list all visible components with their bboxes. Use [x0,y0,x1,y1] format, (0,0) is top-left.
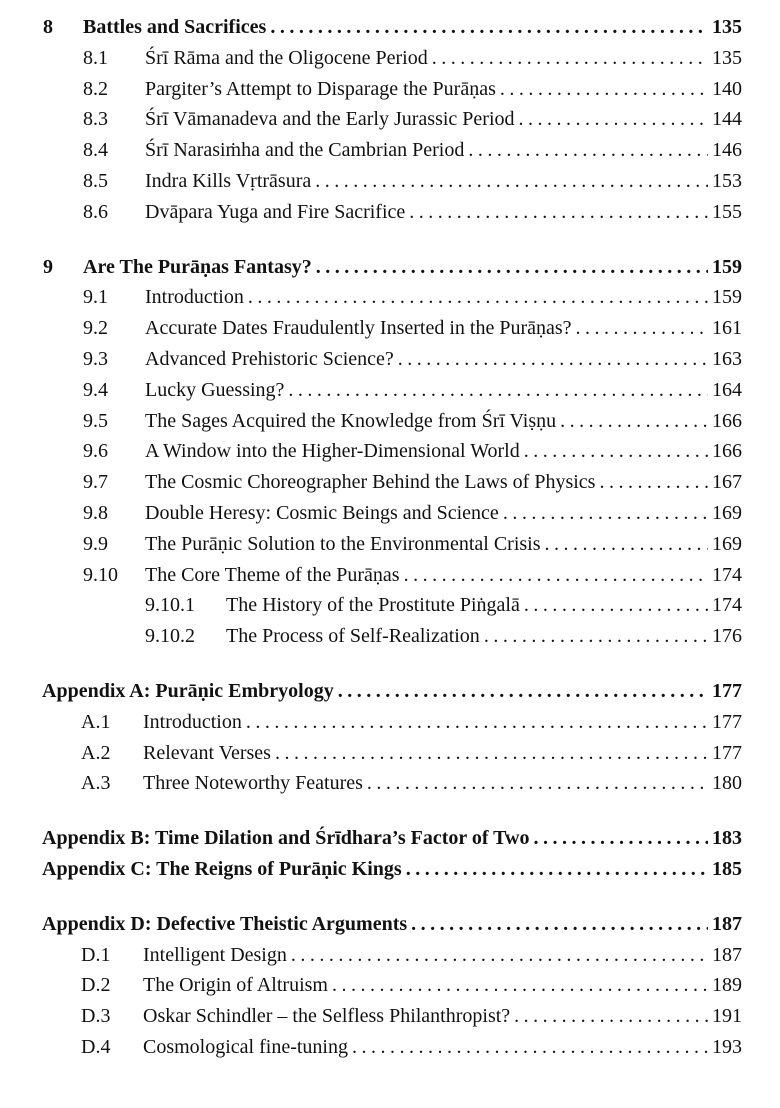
entry-title: Appendix B: Time Dilation and Śrīdhara’s Factor of Two [42,827,530,850]
entry-title: Advanced Prehistoric Science? [145,347,394,370]
dot-leader [560,406,708,437]
toc-entry[interactable] [0,104,780,135]
toc-entry[interactable] [0,406,780,437]
entry-number: A.3 [81,772,111,795]
entry-page-number: 166 [712,409,742,432]
entry-page-number: 169 [712,532,742,555]
dot-leader [316,252,708,283]
dot-leader [288,375,708,406]
entry-page-number: 144 [712,108,742,131]
entry-title: A Window into the Higher-Dimensional World [145,440,520,463]
entry-number: 9.3 [83,347,108,370]
entry-page-number: 185 [712,857,742,880]
toc-entry[interactable] [0,970,780,1001]
entry-title: Introduction [145,286,244,309]
dot-leader [409,197,708,228]
dot-leader [576,313,708,344]
entry-title: Introduction [143,710,242,733]
entry-title: Appendix A: Purāṇic Embryology [42,679,334,702]
dot-leader [503,498,708,529]
entry-title: Śrī Rāma and the Oligocene Period [145,46,428,69]
entry-number: 9.2 [83,317,108,340]
toc-section-group [0,12,780,228]
entry-title: The Core Theme of the Purāṇas [145,563,400,586]
dot-leader [291,940,708,971]
entry-title: The History of the Prostitute Piṅgalā [226,594,520,617]
entry-title: Lucky Guessing? [145,378,285,401]
toc-entry[interactable] [0,135,780,166]
entry-number: 8 [43,16,53,38]
toc-entry[interactable] [0,768,780,799]
dot-leader [270,12,708,43]
toc-entry[interactable] [0,560,780,591]
dot-leader [545,529,708,560]
entry-title: Intelligent Design [143,943,287,966]
entry-number: 9.6 [83,440,108,463]
entry-title: Relevant Verses [143,741,271,764]
dot-leader [246,707,708,738]
toc-entry[interactable] [0,43,780,74]
entry-number: 9.7 [83,471,108,494]
entry-title: Śrī Vāmanadeva and the Early Jurassic Period [145,108,515,131]
entry-number: D.3 [81,1005,111,1028]
entry-page-number: 193 [712,1035,742,1058]
dot-leader [514,1001,708,1032]
entry-number: 8.4 [83,139,108,162]
toc-entry[interactable] [0,529,780,560]
entry-page-number: 159 [712,255,742,278]
toc-entry[interactable] [0,738,780,769]
entry-title: Battles and Sacrifices [83,16,267,38]
entry-title: Indra Kills Vṛtrāsura [145,169,312,192]
entry-page-number: 146 [712,139,742,162]
entry-page-number: 155 [712,200,742,223]
toc-entry[interactable] [0,676,780,707]
toc-entry[interactable] [0,436,780,467]
dot-leader [398,344,708,375]
toc-entry[interactable] [0,252,780,283]
entry-page-number: 174 [712,594,742,617]
entry-page-number: 140 [712,77,742,100]
entry-title: Dvāpara Yuga and Fire Sacrifice [145,200,406,223]
entry-page-number: 135 [712,46,742,69]
entry-title: Three Noteworthy Features [143,772,363,795]
entry-number: 9.10.2 [145,625,195,648]
entry-page-number: 169 [712,501,742,524]
entry-number: 9.10 [83,563,118,586]
toc-entry[interactable] [0,823,780,854]
entry-title: The Process of Self-Realization [226,625,480,648]
entry-number: D.4 [81,1035,111,1058]
toc-entry[interactable] [0,74,780,105]
entry-page-number: 135 [712,16,742,38]
entry-page-number: 183 [712,827,742,850]
toc-entry[interactable] [0,940,780,971]
toc-entry[interactable] [0,621,780,652]
entry-page-number: 161 [712,317,742,340]
entry-number: D.2 [81,974,111,997]
dot-leader [332,970,708,1001]
dot-leader [519,104,708,135]
dot-leader [524,436,708,467]
entry-number: 8.1 [83,46,108,69]
toc-entry[interactable] [0,909,780,940]
toc-entry[interactable] [0,707,780,738]
toc-entry[interactable] [0,375,780,406]
toc-entry[interactable] [0,467,780,498]
dot-leader [367,768,708,799]
entry-title: Double Heresy: Cosmic Beings and Science [145,501,499,524]
entry-title: Pargiter’s Attempt to Disparage the Purāṇas [145,77,496,100]
entry-page-number: 164 [712,378,742,401]
toc-section-group [0,823,780,885]
table-of-contents [0,12,780,1087]
entry-number: 8.5 [83,169,108,192]
entry-title: Accurate Dates Fraudulently Inserted in the Purāṇas? [145,317,572,340]
toc-section-group [0,909,780,1063]
entry-number: 8.3 [83,108,108,131]
toc-entry[interactable] [0,1001,780,1032]
dot-leader [524,590,708,621]
entry-number: 9.9 [83,532,108,555]
dot-leader [411,909,708,940]
entry-page-number: 176 [712,625,742,648]
toc-entry[interactable] [0,166,780,197]
entry-number: 9.1 [83,286,108,309]
toc-entry[interactable] [0,344,780,375]
toc-section-group [0,676,780,799]
entry-title: Śrī Narasiṁha and the Cambrian Period [145,139,465,162]
entry-page-number: 177 [712,710,742,733]
entry-title: Cosmological fine-tuning [143,1035,348,1058]
entry-number: 9.8 [83,501,108,524]
entry-page-number: 174 [712,563,742,586]
dot-leader [533,823,708,854]
dot-leader [248,282,708,313]
entry-title: Are The Purāṇas Fantasy? [83,255,312,278]
entry-number: 9.4 [83,378,108,401]
entry-title: The Cosmic Choreographer Behind the Laws of Physics [145,471,596,494]
entry-page-number: 189 [712,974,742,997]
toc-entry[interactable] [0,197,780,228]
entry-page-number: 187 [712,943,742,966]
toc-entry[interactable] [0,854,780,885]
dot-leader [275,738,708,769]
dot-leader [500,74,708,105]
dot-leader [432,43,708,74]
entry-number: A.1 [81,710,111,733]
dot-leader [406,854,708,885]
entry-page-number: 167 [712,471,742,494]
entry-title: The Origin of Altruism [143,974,328,997]
entry-title: The Purāṇic Solution to the Environmental Crisis [145,532,541,555]
entry-page-number: 166 [712,440,742,463]
entry-page-number: 153 [712,169,742,192]
dot-leader [599,467,708,498]
entry-number: 8.6 [83,200,108,223]
entry-number: D.1 [81,943,111,966]
entry-title: Appendix C: The Reigns of Purāṇic Kings [42,857,402,880]
toc-entry[interactable] [0,313,780,344]
dot-leader [468,135,708,166]
dot-leader [484,621,708,652]
entry-page-number: 191 [712,1005,742,1028]
entry-title: Appendix D: Defective Theistic Arguments [42,912,408,935]
entry-page-number: 177 [712,741,742,764]
dot-leader [352,1032,708,1063]
entry-page-number: 187 [712,912,742,935]
entry-page-number: 180 [712,772,742,795]
entry-title: The Sages Acquired the Knowledge from Śrī Viṣṇu [145,409,557,432]
entry-number: 9 [43,255,53,278]
dot-leader [338,676,708,707]
entry-number: 9.5 [83,409,108,432]
entry-page-number: 163 [712,347,742,370]
entry-number: 8.2 [83,77,108,100]
toc-entry[interactable] [0,498,780,529]
toc-entry[interactable] [0,282,780,313]
toc-entry[interactable] [0,590,780,621]
toc-section-group [0,252,780,652]
toc-entry[interactable] [0,1032,780,1063]
dot-leader [315,166,708,197]
entry-page-number: 159 [712,286,742,309]
dot-leader [404,560,708,591]
entry-title: Oskar Schindler – the Selfless Philanthropist? [143,1005,511,1028]
entry-number: 9.10.1 [145,594,195,617]
entry-page-number: 177 [712,679,742,702]
toc-entry[interactable] [0,12,780,43]
entry-number: A.2 [81,741,111,764]
